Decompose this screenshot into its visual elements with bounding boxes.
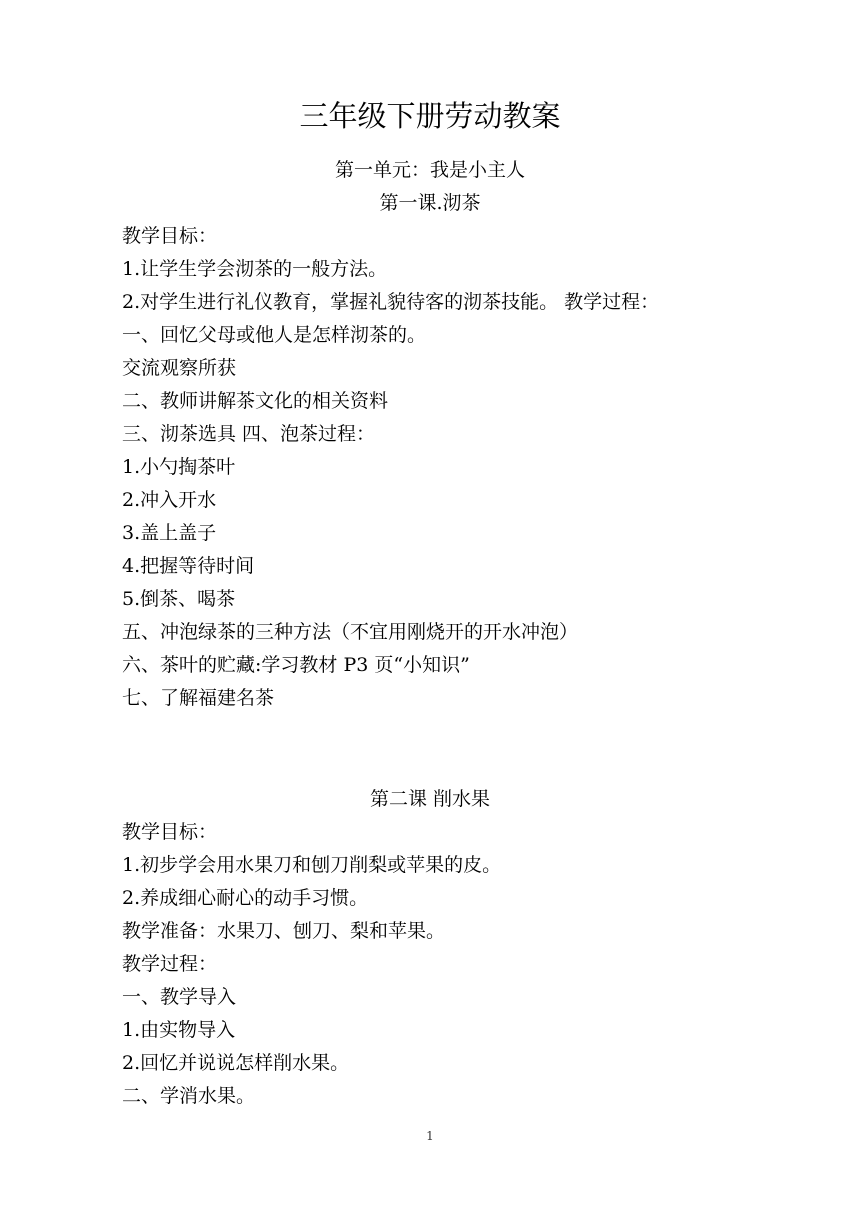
lesson2-line: 1.初步学会用水果刀和刨刀削梨或苹果的皮。 <box>122 854 502 876</box>
lesson1-line: 六、茶叶的贮藏:学习教材 P3 页“小知识” <box>122 654 470 676</box>
lesson2-heading: 第二课 削水果 <box>369 788 491 810</box>
lesson1-line: 五、冲泡绿茶的三种方法（不宜用刚烧开的开水冲泡） <box>122 621 579 643</box>
lesson1-line: 教学目标： <box>122 225 218 247</box>
lesson1-line: 5.倒茶、喝茶 <box>122 588 236 610</box>
lesson1-line: 4.把握等待时间 <box>122 555 255 577</box>
lesson2-line: 教学目标： <box>122 821 218 843</box>
lesson2-line: 教学准备：水果刀、刨刀、梨和苹果。 <box>122 920 446 942</box>
lesson1-line: 二、教师讲解茶文化的相关资料 <box>122 390 389 412</box>
document-title: 三年级下册劳动教案 <box>299 99 561 133</box>
lesson1-line: 1.让学生学会沏茶的一般方法。 <box>122 258 388 280</box>
lesson2-line: 2.回忆并说说怎样削水果。 <box>122 1052 350 1074</box>
lesson1-heading: 第一课.沏茶 <box>379 192 481 214</box>
lesson1-line: 三、沏茶选具 四、泡茶过程： <box>122 423 376 445</box>
lesson2-line: 一、教学导入 <box>122 986 237 1008</box>
lesson1-line: 3.盖上盖子 <box>122 522 217 544</box>
unit-heading: 第一单元：我是小主人 <box>334 159 525 181</box>
lesson2-line: 二、学消水果。 <box>122 1085 256 1107</box>
lesson1-line: 交流观察所获 <box>122 357 237 379</box>
lesson2-line: 2.养成细心耐心的动手习惯。 <box>122 887 369 909</box>
lesson1-line: 一、回忆父母或他人是怎样沏茶的。 <box>122 324 427 346</box>
page-number: 1 <box>426 1129 434 1143</box>
lesson1-line: 1.小勺掏茶叶 <box>122 456 236 478</box>
lesson2-line: 1.由实物导入 <box>122 1019 236 1041</box>
lesson2-line: 教学过程： <box>122 953 218 975</box>
lesson1-line: 七、了解福建名茶 <box>122 687 275 709</box>
lesson1-line: 2.冲入开水 <box>122 489 217 511</box>
lesson1-line: 2.对学生进行礼仪教育，掌握礼貌待客的沏茶技能。 教学过程： <box>122 291 660 313</box>
